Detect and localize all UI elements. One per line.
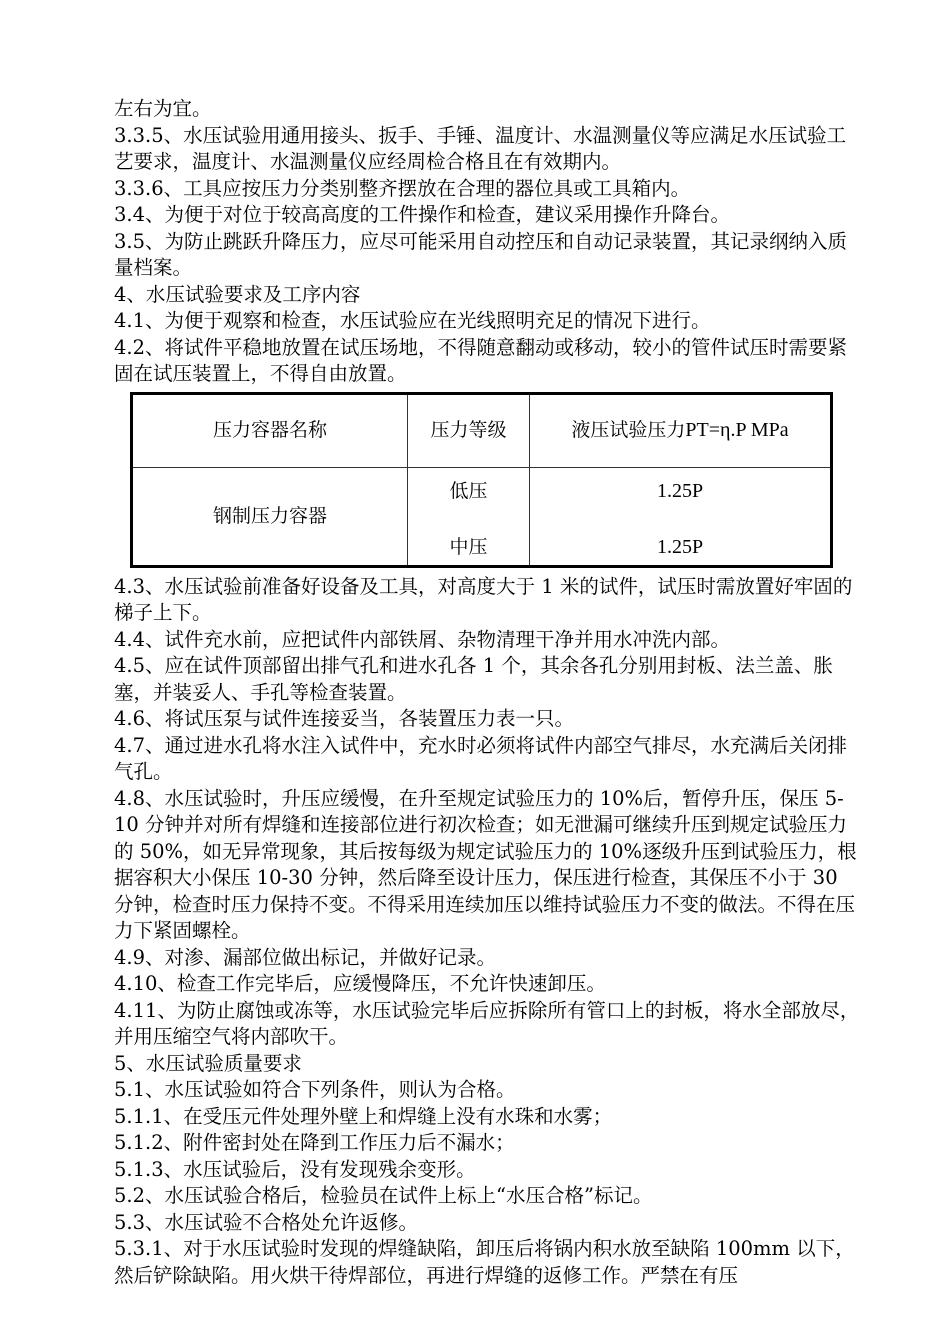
- vessel-name-cell: 钢制压力容器: [132, 467, 408, 566]
- pressure-cell: [530, 467, 832, 566]
- paragraph: 4.11、为防止腐蚀或冻等，水压试验完毕后应拆除所有管口上的封板，将水全部放尽，并用压缩空气将内部吹干。: [114, 998, 860, 1048]
- header-pressure-grade: 压力等级: [408, 393, 530, 467]
- paragraph: 4.7、通过进水孔将水注入试件中，充水时必须将试件内部空气排尽，水充满后关闭排气孔。: [114, 733, 848, 783]
- paragraph: 5.1.2、附件密封处在降到工作压力后不漏水；: [114, 1131, 515, 1154]
- paragraph: 4.2、将试件平稳地放置在试压场地，不得随意翻动或移动，较小的管件试压时需要紧固在试压装置上，不得自由放置。: [114, 335, 848, 385]
- paragraph: 4.1、为便于观察和检查，水压试验应在光线照明充足的情况下进行。: [114, 309, 711, 332]
- grade-low: 低压: [449, 479, 488, 502]
- paragraph: 5.2、水压试验合格后，检验员在试件上标上“水压合格”标记。: [114, 1184, 653, 1207]
- paragraph: 4.5、应在试件顶部留出排气孔和进水孔各 1 个，其余各孔分别用封板、法兰盖、胀塞，并装妥人、手孔等检查装置。: [114, 654, 833, 704]
- grade-medium: 中压: [449, 536, 488, 558]
- section-heading: 5、水压试验质量要求: [114, 1051, 302, 1075]
- paragraph: 5.1.1、在受压元件处理外壁上和焊缝上没有水珠和水雾；: [114, 1104, 613, 1128]
- pressure-test-table: [130, 392, 833, 568]
- paragraphs-before: [114, 96, 862, 388]
- paragraphs-after: [114, 574, 862, 1290]
- header-test-pressure: [530, 393, 832, 467]
- pressure-table-wrapper: [130, 392, 830, 568]
- table-row: [132, 467, 832, 566]
- paragraph: 5.1、水压试验如符合下列条件，则认为合格。: [114, 1078, 516, 1101]
- header-vessel-name: 压力容器名称: [132, 393, 408, 467]
- paragraph: 4.3、水压试验前准备好设备及工具，对高度大于 1 米的试件，试压时需放置好牢固的梯子上下。: [114, 574, 853, 624]
- paragraph: 5.3.1、对于水压试验时发现的焊缝缺陷，卸压后将锅内积水放至缺陷 100mm 以下，然后铲除缺陷。用火烘干待焊部位，再进行焊缝的返修工作。严禁在有压: [114, 1237, 855, 1287]
- paragraph: 4.4、试件充水前，应把试件内部铁屑、杂物清理干净并用水冲洗内部。: [114, 627, 731, 651]
- paragraph: 5.3、水压试验不合格处允许返修。: [114, 1210, 419, 1234]
- header-test-pressure-label: 液压试验压力: [571, 419, 686, 442]
- paragraph: 3.3.6、工具应按压力分类别整齐摆放在合理的器位具或工具箱内。: [114, 176, 691, 200]
- paragraph: 3.3.5、水压试验用通用接头、扳手、手锤、温度计、水温测量仪等应满足水压试验工艺要求，温度计、水温测量仪应经周检合格且在有效期内。: [114, 123, 847, 173]
- grade-cell: [408, 467, 530, 566]
- document-body: [114, 96, 862, 1289]
- paragraph: 4.9、对渗、漏部位做出标记，并做好记录。: [114, 945, 497, 969]
- paragraph: 4.6、将试压泵与试件连接妥当，各装置压力表一只。: [114, 707, 575, 730]
- paragraph: 3.5、为防止跳跃升降压力，应尽可能采用自动控压和自动记录装置，其记录纲纳入质量档案。: [114, 229, 848, 279]
- paragraph: 左右为宜。: [114, 97, 212, 120]
- pressure-low: 1.25P: [656, 479, 704, 502]
- section-heading: 4、水压试验要求及工序内容: [114, 282, 361, 306]
- pressure-medium: 1.25P: [656, 536, 704, 558]
- header-test-pressure-formula: PT=η.P MPa: [685, 419, 789, 442]
- paragraph: 5.1.3、水压试验后，没有发现残余变形。: [114, 1157, 476, 1181]
- paragraph: 4.10、检查工作完毕后，应缓慢降压，不允许快速卸压。: [114, 972, 606, 995]
- table-header-row: [132, 393, 832, 467]
- paragraph: 4.8、水压试验时，升压应缓慢，在升至规定试验压力的 10%后，暂停升压，保压 5-10 分钟并对所有焊缝和连接部位进行初次检查；如无泄漏可继续升压到规定试验压力的 50%，如无异常现象，其后按每级为规定试验压力的 10%逐级升压到试验压力，根据容积大小保压 10-30 分钟，然后降至设计压力，保压进行检查，其保压不小于 30 分钟，检查时压力保持不变。不得采用连续加压以维持试验压力不变的做法。不得在压力下紧固螺栓。: [114, 786, 857, 942]
- paragraph: 3.4、为便于对位于较高高度的工件操作和检查，建议采用操作升降台。: [114, 203, 731, 226]
